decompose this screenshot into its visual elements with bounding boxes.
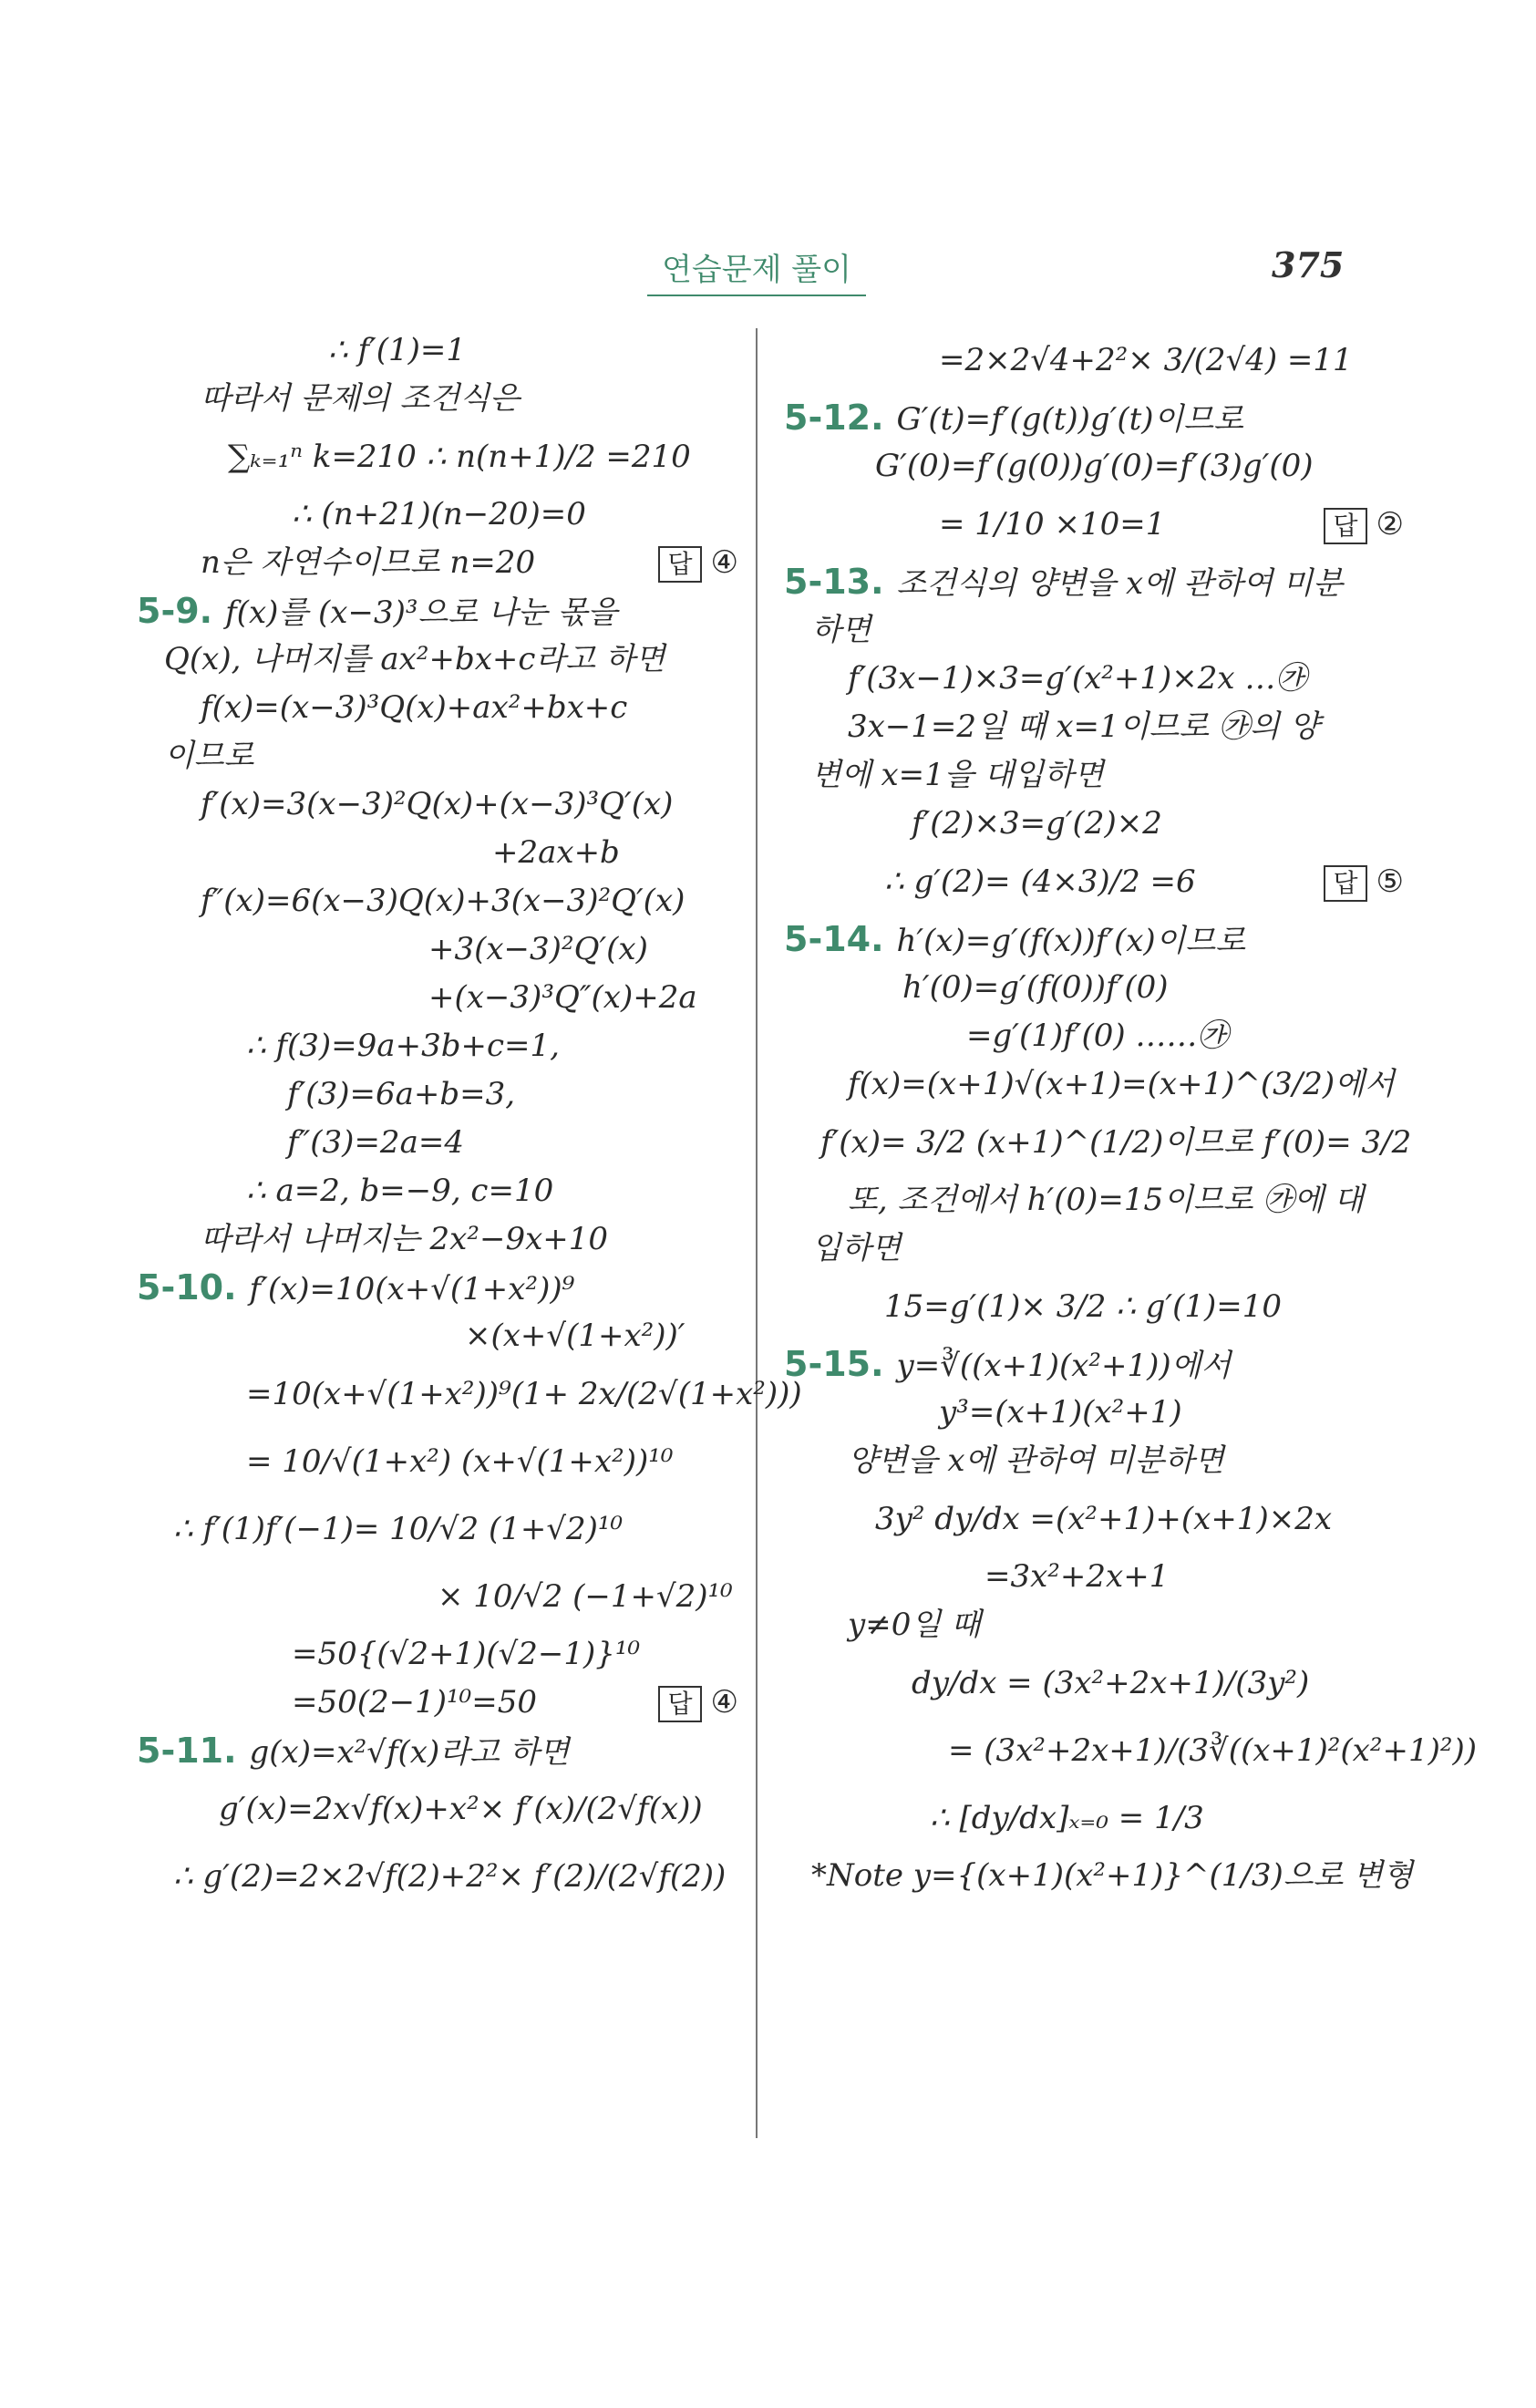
solution-line <box>137 1843 738 1910</box>
solution-line <box>784 915 1404 964</box>
answer-box-label: 답 <box>658 546 701 583</box>
problem-number: 5-9. <box>137 591 213 631</box>
solution-line <box>784 1012 1404 1060</box>
solution-line <box>137 974 738 1022</box>
line-text: 따라서 나머지는 2x²−9x+10 <box>201 1221 609 1257</box>
line-text: g′(x)=2x√f(x)+x²× f′(x)/(2√f(x)) <box>219 1791 703 1827</box>
answer-box-label: 답 <box>1324 865 1366 902</box>
line-text: ×(x+√(1+x²))′ <box>465 1318 686 1354</box>
solution-line <box>784 394 1404 442</box>
line-text: *Note y={(x+1)(x²+1)}^(1/3)으로 변형 <box>811 1857 1413 1894</box>
answer-choice: ④ <box>710 1684 738 1721</box>
section-title: 연습문제 풀이 <box>647 244 866 296</box>
solution-line <box>784 751 1404 800</box>
line-text: = (3x²+2x+1)/(3∛((x+1)²(x²+1)²)) <box>948 1732 1478 1769</box>
solution-line <box>784 1225 1404 1273</box>
line-text: 3x−1=2일 때 x=1이므로 ㉮의 양 <box>848 708 1320 745</box>
line-text: G′(0)=f′(g(0))g′(0)=f′(3)g′(0) <box>875 448 1314 484</box>
solution-line <box>137 1495 738 1563</box>
line-text: 변에 x=1을 대입하면 <box>811 757 1104 793</box>
line-text: y≠0일 때 <box>848 1607 981 1643</box>
problem-number: 5-15. <box>784 1344 884 1384</box>
solution-line <box>784 1649 1404 1717</box>
solution-line <box>784 1601 1404 1649</box>
problem-number: 5-10. <box>137 1267 237 1307</box>
solution-line <box>137 1679 738 1727</box>
line-text: ∴ f(3)=9a+3b+c=1, <box>246 1028 560 1064</box>
right-column <box>784 326 1478 1900</box>
answer-mark <box>1324 491 1404 558</box>
line-text: y=∛((x+1)(x²+1))에서 <box>896 1348 1232 1384</box>
solution-line <box>784 1060 1404 1109</box>
line-text: y³=(x+1)(x²+1) <box>939 1394 1182 1431</box>
solution-line <box>137 539 738 587</box>
solution-line <box>784 964 1404 1012</box>
answer-mark <box>1324 848 1404 915</box>
solution-line <box>137 1775 738 1843</box>
line-text: g(x)=x²√f(x)라고 하면 <box>249 1734 570 1771</box>
solution-line <box>137 1215 738 1264</box>
line-text: ∴ [dy/dx]ₓ₌₀ = 1/3 <box>930 1800 1204 1836</box>
problem-number: 5-14. <box>784 919 884 959</box>
problem-number: 5-12. <box>784 398 884 438</box>
line-text: G′(t)=f′(g(t))g′(t)이므로 <box>896 401 1244 438</box>
line-text: f(x)=(x−3)³Q(x)+ax²+bx+c <box>201 689 628 726</box>
solution-line <box>137 780 738 829</box>
solution-line <box>784 848 1404 915</box>
solution-line <box>137 1119 738 1167</box>
line-text: f″(3)=2a=4 <box>287 1124 464 1161</box>
line-text: =g′(1)f′(0) ……㉮ <box>966 1018 1229 1054</box>
line-text: = 1/10 ×10=1 <box>939 506 1166 543</box>
line-text: h′(0)=g′(f(0))f′(0) <box>902 969 1169 1006</box>
solution-line <box>784 655 1404 703</box>
solution-line <box>137 326 738 375</box>
line-text: =50{(√2+1)(√2−1)}¹⁰ <box>292 1636 641 1672</box>
solution-line <box>137 732 738 780</box>
line-text: 이므로 <box>164 738 254 774</box>
line-text: 양변을 x에 관하여 미분하면 <box>848 1442 1224 1479</box>
answer-choice: ⑤ <box>1376 863 1404 900</box>
line-text: ∴ a=2, b=−9, c=10 <box>246 1173 554 1209</box>
solution-line <box>137 423 738 491</box>
line-text: h′(x)=g′(f(x))f′(x)이므로 <box>896 923 1246 959</box>
column-divider <box>756 328 758 2138</box>
solution-line <box>784 558 1404 606</box>
line-text: +3(x−3)²Q′(x) <box>428 931 648 967</box>
line-text: =3x²+2x+1 <box>984 1558 1170 1595</box>
answer-mark <box>658 539 738 587</box>
solution-line <box>784 703 1404 751</box>
line-text: × 10/√2 (−1+√2)¹⁰ <box>438 1578 733 1615</box>
problem-number: 5-13. <box>784 562 884 602</box>
line-text: f′(x)=3(x−3)²Q(x)+(x−3)³Q′(x) <box>201 786 674 822</box>
solution-line <box>784 800 1404 848</box>
solution-line <box>137 925 738 974</box>
line-text: f″(x)=6(x−3)Q(x)+3(x−3)²Q′(x) <box>201 883 686 919</box>
answer-box-label: 답 <box>658 1686 701 1722</box>
solution-line <box>784 1273 1404 1340</box>
solution-line <box>784 1717 1478 1784</box>
line-text: 조건식의 양변을 x에 관하여 미분 <box>896 565 1343 602</box>
line-text: +2ax+b <box>492 834 620 871</box>
page-number: 375 <box>1272 244 1345 285</box>
line-text: f′(x)=10(x+√(1+x²))⁹ <box>249 1271 575 1307</box>
solution-line <box>137 1070 738 1119</box>
solution-line <box>137 375 738 423</box>
solution-line <box>784 1176 1404 1225</box>
line-text: ∴ g′(2)=2×2√f(2)+2²× f′(2)/(2√f(2)) <box>173 1858 727 1895</box>
line-text: f′(x)= 3/2 (x+1)^(1/2)이므로 f′(0)= 3/2 <box>820 1124 1412 1161</box>
solution-line <box>784 606 1404 655</box>
solution-line <box>784 1485 1404 1553</box>
solution-line <box>784 1784 1404 1852</box>
line-text: = 10/√(1+x²) (x+√(1+x²))¹⁰ <box>246 1443 674 1480</box>
line-text: ∴ f′(1)f′(−1)= 10/√2 (1+√2)¹⁰ <box>173 1511 624 1547</box>
line-text: ∴ (n+21)(n−20)=0 <box>292 496 586 532</box>
line-text: 입하면 <box>811 1230 902 1266</box>
solution-line <box>784 1852 1413 1900</box>
line-text: f′(3)=6a+b=3, <box>287 1076 516 1112</box>
solution-line <box>137 636 738 684</box>
solution-line <box>137 1428 738 1495</box>
solution-line <box>784 1340 1404 1389</box>
answer-choice: ② <box>1376 506 1404 543</box>
left-column <box>137 326 802 1910</box>
solution-line <box>137 829 738 877</box>
line-text: Q(x), 나머지를 ax²+bx+c라고 하면 <box>164 641 665 677</box>
solution-line <box>137 1563 738 1630</box>
solution-line <box>784 1109 1412 1176</box>
line-text: ∑ₖ₌₁ⁿ k=210 ∴ n(n+1)/2 =210 <box>228 439 691 475</box>
solution-line <box>137 1630 738 1679</box>
solution-line <box>137 684 738 732</box>
line-text: =10(x+√(1+x²))⁹(1+ 2x/(2√(1+x²))) <box>246 1376 802 1412</box>
line-text: 15=g′(1)× 3/2 ∴ g′(1)=10 <box>884 1288 1283 1325</box>
line-text: 3y² dy/dx =(x²+1)+(x+1)×2x <box>875 1501 1333 1537</box>
line-text: 또, 조건에서 h′(0)=15이므로 ㉮에 대 <box>848 1182 1365 1218</box>
line-text: ∴ f′(1)=1 <box>328 332 467 368</box>
solution-line <box>137 587 738 636</box>
solution-line <box>137 1312 738 1360</box>
solution-line <box>784 326 1404 394</box>
answer-choice: ④ <box>710 544 738 581</box>
solution-line <box>784 1437 1404 1485</box>
line-text: 따라서 문제의 조건식은 <box>201 380 521 417</box>
line-text: f(x)를 (x−3)³으로 나눈 몫을 <box>225 594 618 631</box>
solution-line <box>784 442 1404 491</box>
line-text: dy/dx = (3x²+2x+1)/(3y²) <box>912 1665 1310 1701</box>
solution-line <box>137 1727 738 1775</box>
solution-line <box>137 877 738 925</box>
solution-line <box>137 1022 738 1070</box>
solution-line <box>137 491 738 539</box>
line-text: f′(3x−1)×3=g′(x²+1)×2x …㉮ <box>848 660 1307 697</box>
line-text: f(x)=(x+1)√(x+1)=(x+1)^(3/2)에서 <box>848 1066 1395 1102</box>
answer-box-label: 답 <box>1324 508 1366 544</box>
solution-line <box>784 1389 1404 1437</box>
line-text: =2×2√4+2²× 3/(2√4) =11 <box>939 342 1353 378</box>
solution-line <box>137 1264 738 1312</box>
line-text: 하면 <box>811 612 871 648</box>
solution-line <box>137 1167 738 1215</box>
line-text: n은 자연수이므로 n=20 <box>201 544 536 581</box>
problem-number: 5-11. <box>137 1731 237 1771</box>
solution-line <box>784 491 1404 558</box>
line-text: f′(2)×3=g′(2)×2 <box>912 805 1162 842</box>
solution-line <box>137 1360 802 1428</box>
line-text: ∴ g′(2)= (4×3)/2 =6 <box>884 863 1196 900</box>
line-text: =50(2−1)¹⁰=50 <box>292 1684 538 1721</box>
solution-line <box>784 1553 1404 1601</box>
line-text: +(x−3)³Q″(x)+2a <box>428 979 697 1016</box>
answer-mark <box>658 1679 738 1727</box>
